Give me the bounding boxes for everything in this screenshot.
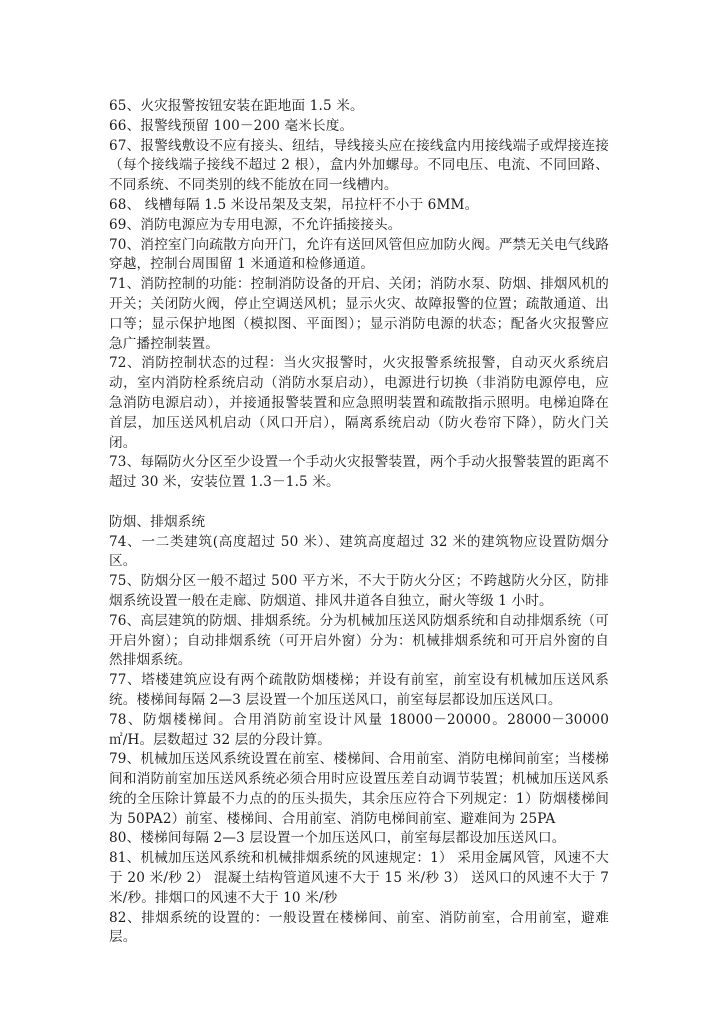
paragraph-67: 67、报警线敷设不应有接头、纽结，导线接头应在接线盒内用接线端子或焊接连接（每个接线端子接线不超过 2 根），盒内外加螺母。不同电压、电流、不同回路、不同系统、不同类别的线不能放在同一线槽内。 xyxy=(109,137,609,194)
paragraph-75: 75、防烟分区一般不超过 500 平方米，不大于防火分区；不跨越防火分区，防排烟系统设置一般在走廊、防烟道、排风井道各自独立，耐火等级 1 小时。 xyxy=(109,573,609,609)
paragraph-79: 79、机械加压送风系统设置在前室、楼梯间、合用前室、消防电梯间前室；当楼梯间和消防前室加压送风系统必须合用时应设置压差自动调节装置；机械加压送风系统的全压除计算最不力点的的压头损失，其余压应符合下列规定：1）防烟楼梯间为 50PA2）前室、楼梯间、合用前室、消防电梯间前室、避难间为 25PA xyxy=(109,751,609,827)
paragraph-66: 66、报警线预留 100－200 毫米长度。 xyxy=(109,117,354,134)
section-spacer xyxy=(109,493,609,513)
paragraph-78: 78、防烟楼梯间。合用消防前室设计风量 18000－20000。28000－30000㎡/H。层数超过 32 层的分段计算。 xyxy=(109,711,609,748)
paragraph-71: 71、消防控制的功能：控制消防设备的开启、关闭；消防水泵、防烟、排烟风机的开关；关闭防火阀，停止空调送风机；显示火灾、故障报警的位置；疏散通道、出口等；显示保护地图（模拟图、平面图）；显示消防电源的状态；配备火灾报警应急广播控制装置。 xyxy=(109,276,609,352)
paragraph-70: 70、消控室门向疏散方向开门，允许有送回风管但应加防火阀。严禁无关电气线路穿越，控制台周围留 1 米通道和检修通道。 xyxy=(109,236,609,273)
paragraph-73: 73、每隔防火分区至少设置一个手动火灾报警装置，两个手动火报警装置的距离不超过 30 米，安装位置 1.3－1.5 米。 xyxy=(109,454,609,491)
paragraph-77: 77、塔楼建筑应设有两个疏散防烟楼梯；并设有前室，前室设有机械加压送风系统。楼梯间每隔 2—3 层设置一个加压送风口，前室每层都设加压送风口。 xyxy=(109,672,609,708)
paragraph-82: 82、排烟系统的设置的：一般设置在楼梯间、前室、消防前室，合用前室，避难层。 xyxy=(109,909,609,946)
paragraph-72: 72、消防控制状态的过程：当火灾报警时，火灾报警系统报警，自动灭火系统启动，室内消防栓系统启动（消防水泵启动），电源进行切换（非消防电源停电，应急消防电源启动），并接通报警装置和应急照明装置和疏散指示照明。电梯迫降在首层，加压送风机启动（风口开启），隔离系统启动（防火卷帘下降），防火门关闭。 xyxy=(109,355,609,451)
paragraph-69: 69、消防电源应为专用电源，不允许插接接头。 xyxy=(109,216,402,233)
paragraph-74: 74、一二类建筑(高度超过 50 米）、建筑高度超过 32 米的建筑物应设置防烟分区。 xyxy=(109,533,609,570)
paragraph-76: 76、高层建筑的防烟、排烟系统。分为机械加压送风防烟系统和自动排烟系统（可开启外窗）；自动排烟系统（可开启外窗）分为：机械排烟系统和可开启外窗的自然排烟系统。 xyxy=(109,612,609,669)
document-body xyxy=(109,97,609,948)
paragraph-65: 65、火灾报警按钮安装在距地面 1.5 米。 xyxy=(109,98,364,114)
paragraph-81: 81、机械加压送风系统和机械排烟系统的风速规定：1） 采用金属风管，风速不大于 20 米/秒 2） 混凝土结构管道风速不大于 15 米/秒 3） 送风口的风速不大于 7 米/秒。排烟口的风速不大于 10 米/秒 xyxy=(109,850,609,906)
section-title: 防烟、排烟系统 xyxy=(109,513,206,530)
paragraph-68: 68、 线槽每隔 1.5 米设吊架及支架，吊拉杆不小于 6MM。 xyxy=(109,196,479,213)
paragraph-80: 80、楼梯间每隔 2—3 层设置一个加压送风口，前室每层都设加压送风口。 xyxy=(109,830,566,847)
